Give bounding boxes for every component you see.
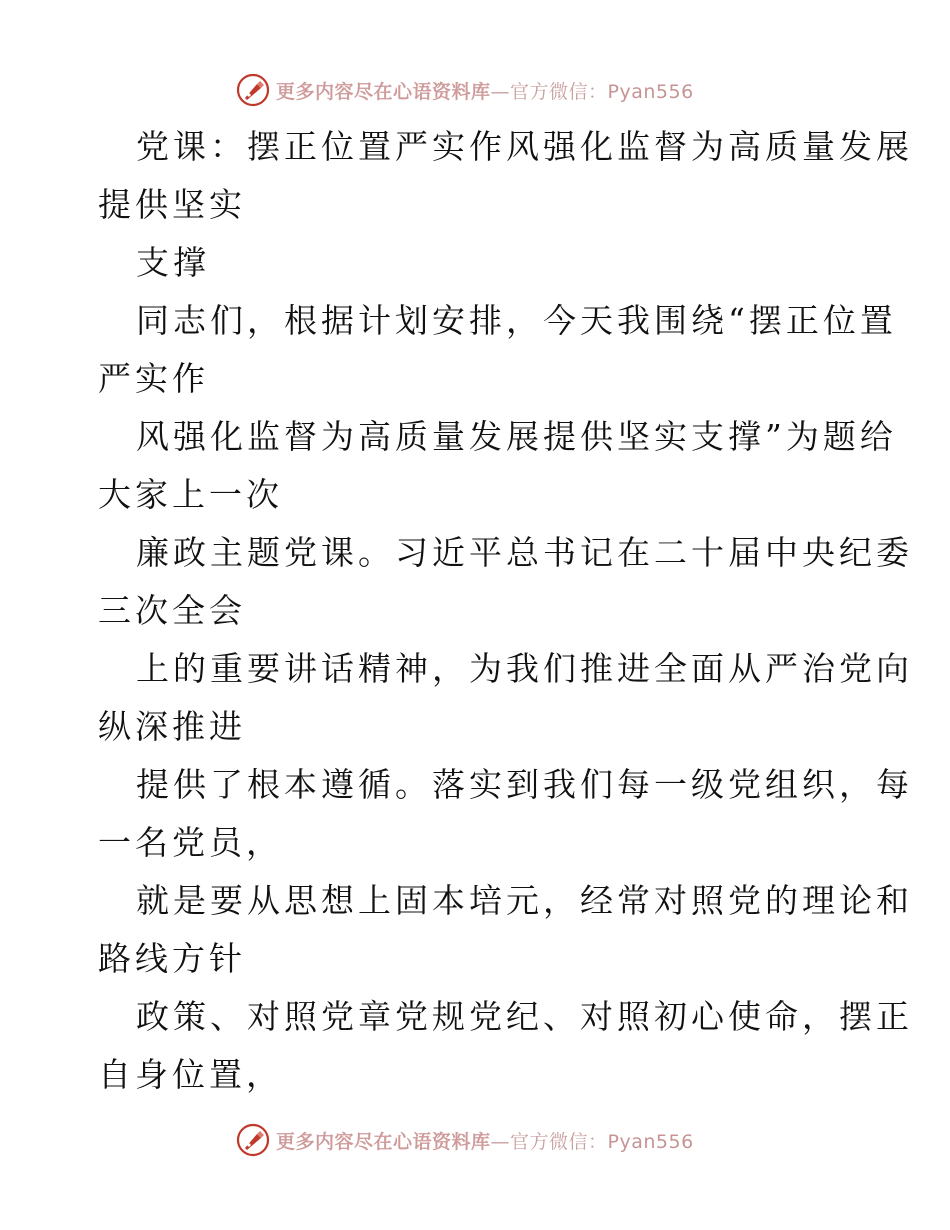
text-line: 上的重要讲话精神，为我们推进全面从严治党向: [136, 649, 913, 688]
watermark-dash: —: [490, 80, 511, 103]
pen-nib-logo-icon: [236, 73, 270, 107]
watermark-wechat-id: Pyan556: [607, 1130, 694, 1153]
text-line: 风强化监督为高质量发展提供坚实支撑”为题给: [136, 417, 897, 456]
watermark-contact: 官方微信：: [510, 80, 608, 103]
text-line: 提供了根本遵循。落实到我们每一级党组织，每: [136, 765, 913, 804]
text-line: 自身位置，: [98, 1055, 283, 1094]
pen-nib-logo-icon: [236, 1123, 270, 1157]
watermark-brand: 更多内容尽在心语资料库: [276, 80, 491, 103]
text-line: 三次全会: [98, 591, 246, 630]
watermark-brand: 更多内容尽在心语资料库: [276, 1130, 491, 1153]
watermark-contact: 官方微信：: [510, 1130, 608, 1153]
text-line: 一名党员，: [98, 823, 283, 862]
text-line: 政策、对照党章党规党纪、对照初心使命，摆正: [136, 997, 913, 1036]
text-line: 支撑: [136, 243, 210, 282]
text-line: 严实作: [98, 359, 209, 398]
text-line: 路线方针: [98, 939, 246, 978]
text-line: 就是要从思想上固本培元，经常对照党的理论和: [136, 881, 913, 920]
text-line: 提供坚实: [98, 185, 246, 224]
text-line: 党课：摆正位置严实作风强化监督为高质量发展: [136, 127, 913, 166]
watermark-dash: —: [490, 1130, 511, 1153]
text-line: 廉政主题党课。习近平总书记在二十届中央纪委: [136, 533, 913, 572]
text-line: 同志们，根据计划安排，今天我围绕“摆正位置: [136, 301, 897, 340]
watermark-text: [276, 1127, 694, 1154]
watermark-text: [276, 77, 694, 104]
document-body: [98, 118, 913, 1104]
footer-watermark: [236, 1122, 694, 1158]
header-watermark: [236, 72, 694, 108]
text-line: 纵深推进: [98, 707, 246, 746]
watermark-wechat-id: Pyan556: [607, 80, 694, 103]
text-line: 大家上一次: [98, 475, 283, 514]
